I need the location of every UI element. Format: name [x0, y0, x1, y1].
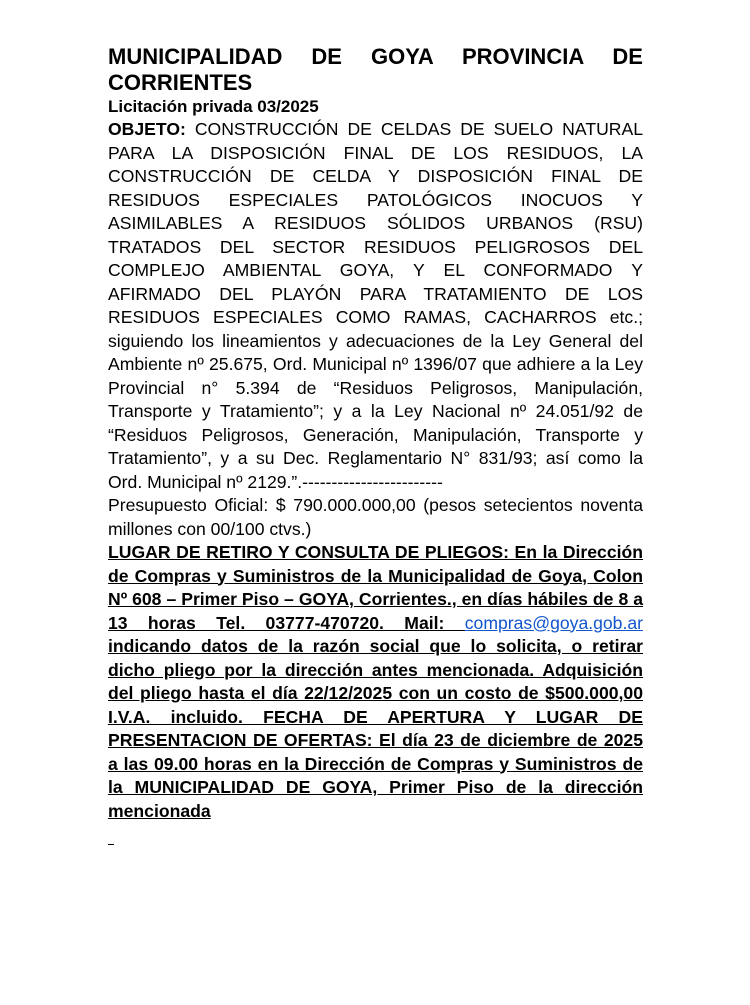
trailing-dash	[108, 844, 114, 845]
document-subtitle: Licitación privada 03/2025	[108, 97, 319, 116]
objeto-label: OBJETO:	[108, 119, 186, 139]
objeto-text: CONSTRUCCIÓN DE CELDAS DE SUELO NATURAL PARA LA DISPOSICIÓN FINAL DE LOS RESIDUOS, LA CONSTRUCCIÓN DE CELDA Y DISPOSICIÓN FINAL DE RESIDUOS ESPECIALES PATOLÓGICOS INOCUOS Y ASIMILABLES A RESIDUOS SÓLIDOS URBANOS (RSU) TRATADOS DEL SECTOR RESIDUOS PELIGROSOS DEL COMPLEJO AMBIENTAL GOYA, Y EL CONFORMADO Y AFIRMADO DEL PLAYÓN PARA TRATAMIENTO DE LOS RESIDUOS ESPECIALES COMO RAMAS, CACHARROS etc.; siguiendo los lineamientos y adecuaciones de la Ley General del Ambiente nº 25.675, Ord. Municipal nº 1396/07 que adhiere a la Ley Provincial n° 5.394 de “Residuos Peligrosos, Manipulación, Transporte y Tratamiento”; y a la Ley Nacional nº 24.051/92 de “Residuos Peligrosos, Generación, Manipulación, Transporte y Tratamiento”, y a su Dec. Reglamentario N° 831/93; así como la Ord. Municipal nº 2129.”.------------------------	[108, 119, 643, 492]
document-page	[108, 44, 643, 845]
presupuesto-paragraph: Presupuesto Oficial: $ 790.000.000,00 (pesos setecientos noventa millones con 00/100 ctvs.)	[108, 495, 643, 539]
lugar-paragraph	[108, 541, 643, 823]
objeto-paragraph	[108, 118, 643, 494]
document-title: MUNICIPALIDAD DE GOYA PROVINCIA DE CORRIENTES	[108, 44, 643, 95]
lugar-text-part-1: LUGAR DE RETIRO Y CONSULTA DE PLIEGOS: En la Dirección de Compras y Suministros de la Municipalidad de Goya, Colon Nº 608 – Primer Piso – GOYA, Corrientes., en días hábiles de 8 a 13 horas Tel. 03777-470720. Mail:	[108, 542, 643, 633]
lugar-text-part-2: indicando datos de la razón social que lo solicita, o retirar dicho pliego por la dirección antes mencionada. Adquisición del pliego hasta el día 22/12/2025 con un costo de $500.000,00 I.V.A. incluido. FECHA DE APERTURA Y LUGAR DE PRESENTACION DE OFERTAS: El día 23 de diciembre de 2025 a las 09.00 horas en la Dirección de Compras y Suministros de la MUNICIPALIDAD DE GOYA, Primer Piso de la dirección mencionada	[108, 636, 643, 821]
email-link[interactable]: compras@goya.gob.ar	[464, 612, 643, 633]
